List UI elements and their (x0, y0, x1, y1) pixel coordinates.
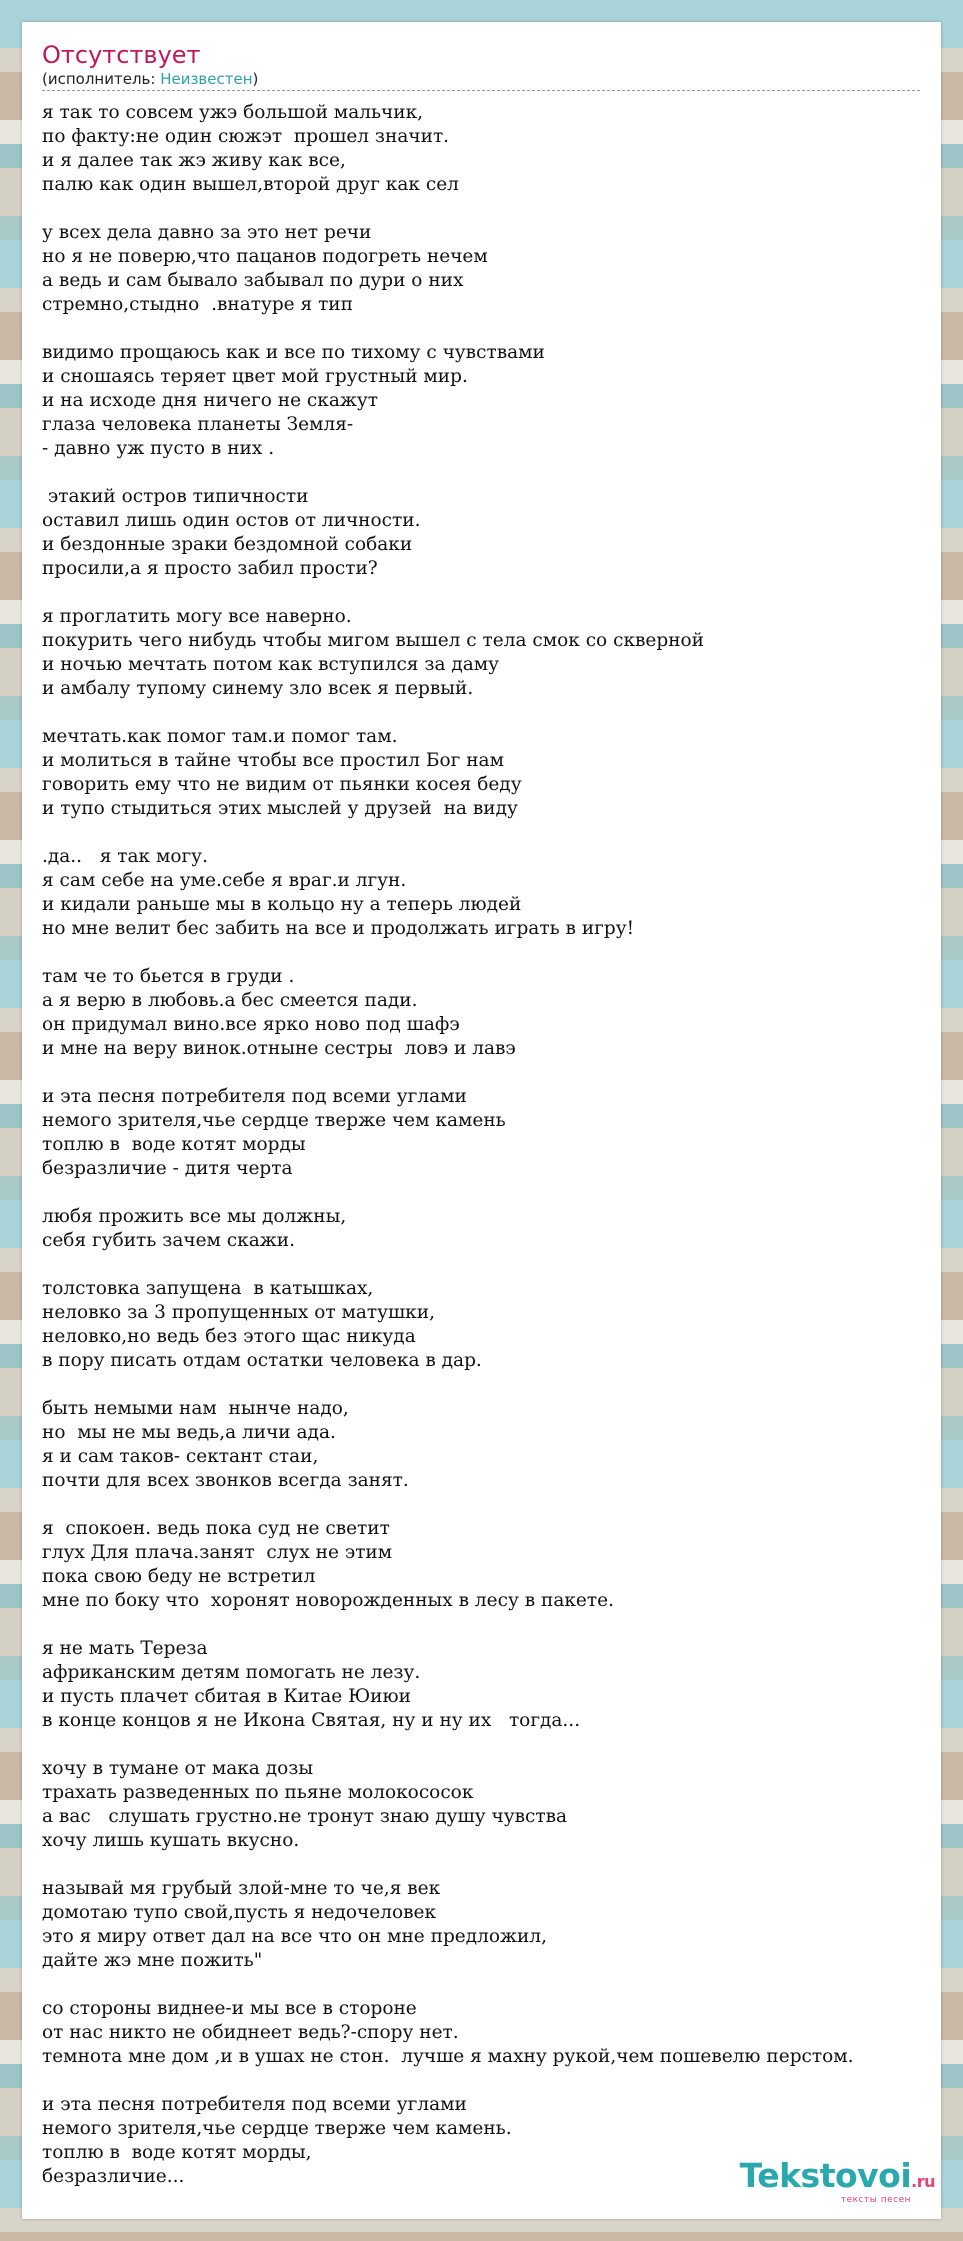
lyric-line: и сношаясь теряет цвет мой грустный мир. (42, 366, 468, 387)
stanza (42, 221, 932, 317)
lyric-line: а я верю в любовь.а бес смеется пади. (42, 990, 418, 1011)
site-logo[interactable] (739, 2156, 935, 2205)
lyric-line: этакий остров типичности (42, 486, 309, 507)
lyric-line: он придумал вино.все ярко ново под шафэ (42, 1014, 460, 1035)
lyric-line: и кидали раньше мы в кольцо ну а теперь людей (42, 894, 522, 915)
stanza (42, 485, 932, 581)
lyric-line: но мы не мы ведь,а личи ада. (42, 1422, 336, 1443)
stanza (42, 725, 932, 821)
lyric-line: безразличие - дитя черта (42, 1158, 293, 1179)
lyric-line: видимо прощаюсь как и все по тихому с чувствами (42, 342, 545, 363)
song-header (42, 40, 920, 91)
stanza (42, 1277, 932, 1373)
lyric-line: я не мать Тереза (42, 1638, 208, 1659)
lyric-line: быть немыми нам нынче надо, (42, 1398, 349, 1419)
lyric-line: глух Для плача.занят слух не этим (42, 1542, 393, 1563)
lyric-line: палю как один вышел,второй друг как сел (42, 174, 459, 195)
lyric-line: и ночью мечтать потом как вступился за даму (42, 654, 500, 675)
lyric-line: но я не поверю,что пацанов подогреть нечем (42, 246, 488, 267)
lyric-line: - давно уж пусто в них . (42, 438, 275, 459)
stanza (42, 1517, 932, 1613)
lyric-line: а ведь и сам бывало забывал по дури о них (42, 270, 464, 291)
lyric-line: и эта песня потребителя под всеми углами (42, 2094, 467, 2115)
lyric-line: со стороны виднее-и мы все в стороне (42, 1998, 417, 2019)
lyric-line: там че то бьется в груди . (42, 966, 295, 987)
song-title: Отсутствует (42, 41, 201, 69)
lyric-line: мне по боку что хоронят новорожденных в лесу в пакете. (42, 1590, 614, 1611)
lyric-line: .да.. я так могу. (42, 846, 208, 867)
stanza (42, 1085, 932, 1181)
lyric-line: немого зрителя,чье сердце тверже чем камень (42, 1110, 506, 1131)
performer-line (42, 70, 920, 88)
lyrics-card (22, 22, 941, 2219)
lyric-line: топлю в воде котят морды, (42, 2142, 312, 2163)
stanza (42, 845, 932, 941)
lyric-line: немого зрителя,чье сердце тверже чем камень. (42, 2118, 512, 2139)
lyric-line: я проглатить могу все наверно. (42, 606, 352, 627)
performer-prefix: (исполнитель: (42, 70, 161, 88)
lyric-line: хочу в тумане от мака дозы (42, 1758, 314, 1779)
lyric-line: стремно,стыдно .внатуре я тип (42, 294, 353, 315)
lyric-line: глаза человека планеты Земля- (42, 414, 354, 435)
lyric-line: я так то совсем ужэ большой мальчик, (42, 102, 424, 123)
stanza (42, 1997, 932, 2069)
lyric-line: у всех дела давно за это нет речи (42, 222, 372, 243)
lyric-line: от нас никто не обиднеет ведь?-спору нет. (42, 2022, 459, 2043)
lyric-line: почти для всех звонков всегда занят. (42, 1470, 409, 1491)
stanza (42, 341, 932, 461)
lyric-line: в конце концов я не Икона Святая, ну и ну их тогда... (42, 1710, 581, 1731)
lyric-line: я и сам таков- сектант стаи, (42, 1446, 319, 1467)
lyric-line: африканским детям помогать не лезу. (42, 1662, 421, 1683)
lyric-line: говорить ему что не видим от пьянки косея беду (42, 774, 522, 795)
lyric-line: я сам себе на уме.себе я враг.и лгун. (42, 870, 407, 891)
stanza (42, 1637, 932, 1733)
stanza (42, 1397, 932, 1493)
stanza (42, 1757, 932, 1853)
lyric-line: я спокоен. ведь пока суд не светит (42, 1518, 390, 1539)
stanza (42, 1205, 932, 1253)
lyric-line: мечтать.как помог там.и помог там. (42, 726, 398, 747)
logo-tagline: тексты песен (840, 2195, 911, 2205)
lyrics-text (42, 101, 932, 2213)
lyric-line: толстовка запущена в катышках, (42, 1278, 374, 1299)
lyric-line: в пору писать отдам остатки человека в дар. (42, 1350, 482, 1371)
lyric-line: это я миру ответ дал на все что он мне предложил, (42, 1926, 548, 1947)
lyric-line: и эта песня потребителя под всеми углами (42, 1086, 467, 1107)
lyric-line: по факту:не один сюжэт прошел значит. (42, 126, 450, 147)
performer-link[interactable]: Неизвестен (160, 70, 253, 88)
stanza (42, 101, 932, 197)
lyric-line: называй мя грубый злой-мне то че,я век (42, 1878, 441, 1899)
lyric-line: неловко за 3 пропущенных от матушки, (42, 1302, 435, 1323)
lyric-line: и тупо стыдиться этих мыслей у друзей на виду (42, 798, 518, 819)
performer-suffix: ) (252, 70, 259, 88)
lyric-line: а вас слушать грустно.не тронут знаю душу чувства (42, 1806, 568, 1827)
lyric-line: и бездонные зраки бездомной собаки (42, 534, 413, 555)
logo-wordmark (739, 2156, 935, 2199)
lyric-line: неловко,но ведь без этого щас никуда (42, 1326, 416, 1347)
lyric-line: топлю в воде котят морды (42, 1134, 306, 1155)
lyric-line: и мне на веру винок.отныне сестры ловэ и лавэ (42, 1038, 516, 1059)
lyric-line: любя прожить все мы должны, (42, 1206, 347, 1227)
lyric-line: трахать разведенных по пьяне молокососок (42, 1782, 474, 1803)
lyric-line: покурить чего нибудь чтобы мигом вышел с тела смок со скверной (42, 630, 705, 651)
lyric-line: дайте жэ мне пожить" (42, 1950, 263, 1971)
lyric-line: оставил лишь один остов от личности. (42, 510, 421, 531)
stanza (42, 605, 932, 701)
lyric-line: и на исходе дня ничего не скажут (42, 390, 379, 411)
logo-name: Tekstovoi (739, 2156, 912, 2195)
lyric-line: хочу лишь кушать вкусно. (42, 1830, 300, 1851)
lyric-line: и я далее так жэ живу как все, (42, 150, 346, 171)
lyric-line: безразличие... (42, 2166, 185, 2187)
lyric-line: и пусть плачет сбитая в Китае Юиюи (42, 1686, 411, 1707)
lyric-line: домотаю тупо свой,пусть я недочеловек (42, 1902, 437, 1923)
lyric-line: просили,а я просто забил прости? (42, 558, 378, 579)
stanza (42, 1877, 932, 1973)
lyric-line: и амбалу тупому синему зло всек я первый. (42, 678, 474, 699)
logo-tld: .ru (911, 2172, 935, 2191)
lyric-line: темнота мне дом ,и в ушах не стон. лучше я махну рукой,чем пошевелю перстом. (42, 2046, 854, 2067)
lyric-line: себя губить зачем скажи. (42, 1230, 295, 1251)
stanza (42, 965, 932, 1061)
lyric-line: пока свою беду не встретил (42, 1566, 316, 1587)
lyric-line: и молиться в тайне чтобы все простил Бог нам (42, 750, 504, 771)
lyric-line: но мне велит бес забить на все и продолжать играть в игру! (42, 918, 635, 939)
